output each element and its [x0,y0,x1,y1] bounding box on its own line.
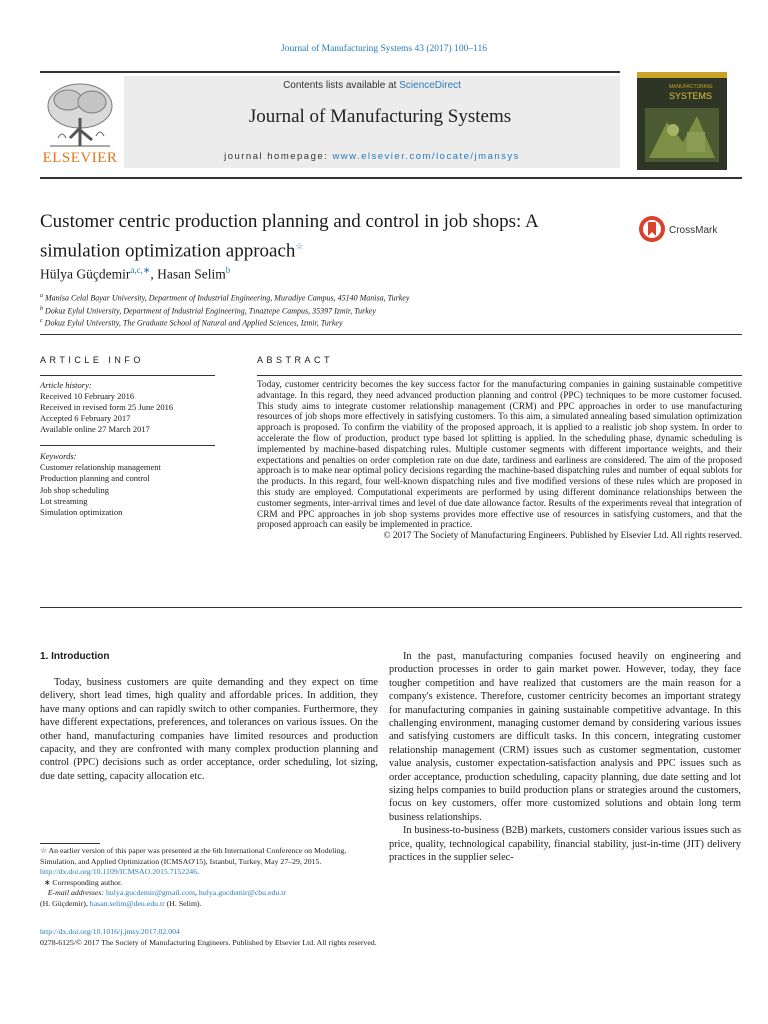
paragraph: In the past, manufacturing companies focused heavily on engineering and production processes in order to gain market power. However, today, they face tougher competition and have realized that customers are the main reason for a company's existence. Therefore, customer centricity becomes an important strategy for manufacturing companies in gaining sustainable competitive advantage. In this challenging environment, managing customer demand by considering various issues and satisfying customers are difficult tasks. In this concern, integrating customer relationship management (CRM) issues such as customer segmentation, customer value analysis, customer expectation-satisfaction analysis and PPC issues such as order acceptance, production scheduling, capacity planning, due date setting and lot sizing helps companies to build production plans or strategies around the customers, focus on key customers, offer more customized solutions and obtain long term business relationships. [389,651,741,823]
article-info-rule [40,375,215,376]
body-column-left [40,676,378,783]
email-link[interactable]: hasan.selim@deu.edu.tr [89,898,165,908]
history-label: Article history: [40,380,92,390]
keyword-item: Production planning and control [40,473,150,484]
doi-block [40,926,540,948]
cover-title-line1: MANUFACTURING [669,84,713,90]
section-heading-introduction: 1. Introduction [40,651,110,662]
author-list [40,265,230,283]
journal-reference[interactable]: Journal of Manufacturing Systems 43 (2017) 100–116 [281,44,487,54]
journal-cover-thumbnail[interactable] [637,72,727,170]
author-name: Hülya Güçdemir [40,266,131,282]
footnote-corresponding: ∗ Corresponding author. [40,877,123,887]
homepage-link[interactable]: www.elsevier.com/locate/jmansys [332,151,520,162]
footnote-rule [40,843,100,844]
footnote-star-mark: ☆ [40,846,49,855]
article-doi-link[interactable]: http://dx.doi.org/10.1016/j.jmsy.2017.02.004 [40,927,180,936]
affiliation-rule [40,334,742,335]
abstract-copyright: © 2017 The Society of Manufacturing Engineers. Published by Elsevier Ltd. All rights reserved. [383,531,742,542]
keywords-label: Keywords: [40,451,77,461]
affiliations [40,291,560,329]
article-title-text: Customer centric production planning and control in job shops: A simulation optimization approach [40,211,538,262]
affiliation-item: $^a$ Manisa Celal Bayar University, Department of Industrial Engineering, Muradiye Campus, 45140 Manisa, Turkey [40,293,410,303]
email-link[interactable]: hulya.gucdemir@cbu.edu.tr [198,888,286,897]
article-history [40,380,215,435]
author-name: Hasan Selim [157,266,226,282]
history-item: Accepted 6 February 2017 [40,413,131,423]
cover-art [637,72,727,170]
crossmark-badge[interactable] [638,214,748,244]
publisher-logo-text: ELSEVIER [42,150,118,166]
contents-line [124,80,620,91]
contents-prefix: Contents lists available at [283,80,400,91]
abstract-body [257,380,742,542]
history-item: Received 10 February 2016 [40,391,135,401]
title-footnote-mark[interactable]: ☆ [295,241,304,251]
keyword-item: Simulation optimization [40,507,123,518]
keywords-rule [40,445,215,446]
affiliation-item: $^b$ Dokuz Eylul University, Department of Industrial Engineering, Tınaztepe Campus, 35397 Izmir, Turkey [40,305,376,316]
conference-doi-link[interactable]: http://dx.doi.org/10.1109/ICMSAO.2015.7152246 [40,867,198,876]
masthead-bottom-rule [40,177,742,179]
crossmark-icon [638,214,748,244]
history-item: Received in revised form 25 June 2016 [40,402,174,412]
crossmark-label: CrossMark [669,225,718,236]
history-item: Available online 27 March 2017 [40,424,150,434]
footnotes [40,846,380,909]
abstract-bottom-rule [40,607,742,608]
author-affiliation-mark[interactable]: b [225,265,231,275]
abstract-rule [257,375,742,376]
author-affiliation-mark[interactable]: a,c,∗ [130,265,151,275]
issn-line: 0278-6125/© 2017 The Society of Manufacturing Engineers. Published by Elsevier Ltd. All rights reserved. [40,938,377,947]
abstract-heading: ABSTRACT [257,355,334,365]
keyword-item: Customer relationship management [40,462,161,473]
homepage-line [124,151,620,162]
masthead-top-rule [40,71,620,73]
homepage-prefix: journal homepage: [224,151,333,162]
affiliation-item: $^c$ Dokuz Eylul University, The Graduate School of Natural and Applied Sciences, Izmir, Turkey [40,318,343,328]
journal-title: Journal of Manufacturing Systems [248,106,512,127]
paragraph: In business-to-business (B2B) markets, customers consider various issues such as price, quality, technological capability, financial stability, just-in-time (JIT) delivery practices in the supplier selec- [389,825,741,864]
abstract-text: Today, customer centricity becomes the key success factor for the manufacturing companies in gaining sustainable competitive advantage. In this regard, they need advanced production planning and control (PPC) techniques to be more customer focused. This study aims to integrate customer relationship management (CRM) and PPC approaches in order to use manufacturing resources of job shops more effectively in satisfying customers. To this aim, a simulated annealing based simulation optimization approach is proposed. To confirm the viability of the proposed approach, it is applied to a realistic job shop system. In order to accelerate the flow of production, product type based lot splitting is applied. In the scheduling phase, dynamic scheduling is implemented by machine-based dispatching rules. Multiple customer segments with different importance weights, and their expectations and penalties on order completion rate on due date, tardiness and earliness are considered. The aim of the proposed approach is to make near optimal policy decisions regarding the machine-based dispatching rules and number of equal sublots for the products. In this regard, four well-known dispatching rules and five modified versions of these rules which are proposed in this study are employed. Computational experiments are performed by using different dominance relationships between the customer segments, inter-arrival times and level of due date allowance factor. Results of the experiments reveal that integration of CRM and PPC approaches in job shop systems provides more effective use of resources in satisfying customers, and that the proposed approach can easily be implemented in practice. [257,380,742,531]
body-column-right [389,650,741,865]
email-link[interactable]: hulya.gucdemir@gmail.com [105,888,196,897]
email-label: E-mail addresses: [47,888,106,897]
footnote-star: ☆ An earlier version of this paper was presented at the 6th International Conference on Modeling, Simulation, and Applied Optimization (ICMSAO'15), Istanbul, Turkey, May 27–29, 2015. http://dx.doi.org/10.1109/ICMSAO.2015.7152246. [40,846,347,876]
footnote-emails: E-mail addresses: hulya.gucdemir@gmail.com, hulya.gucdemir@cbu.edu.tr (H. Güçdemir), hasan.selim@deu.edu.tr (H. Selim). [40,888,286,908]
keyword-item: Job shop scheduling [40,484,109,495]
footnote-asterisk-mark: ∗ [40,877,53,887]
sciencedirect-link[interactable]: ScienceDirect [399,80,461,91]
paragraph: Today, business customers are quite demanding and they expect on time delivery, short lead times, high quality and affordable prices. In addition, they have many options and can rapidly switch to other companies. Furthermore, they have different expectations, preferences, and tolerances on various issues. On the other hand, manufacturing companies have limited resources and production capacity, and they are confronted with many complex production planning and control (PPC) decisions such as order acceptance, order scheduling, lot sizing, due date setting, capacity allocation etc. [40,677,378,782]
cover-title-line2: SYSTEMS [669,91,713,101]
keywords [40,451,215,518]
article-info-heading: ARTICLE INFO [40,355,144,365]
author-separator: , [150,266,158,282]
article-title [40,210,620,263]
keyword-item: Lot streaming [40,495,88,506]
